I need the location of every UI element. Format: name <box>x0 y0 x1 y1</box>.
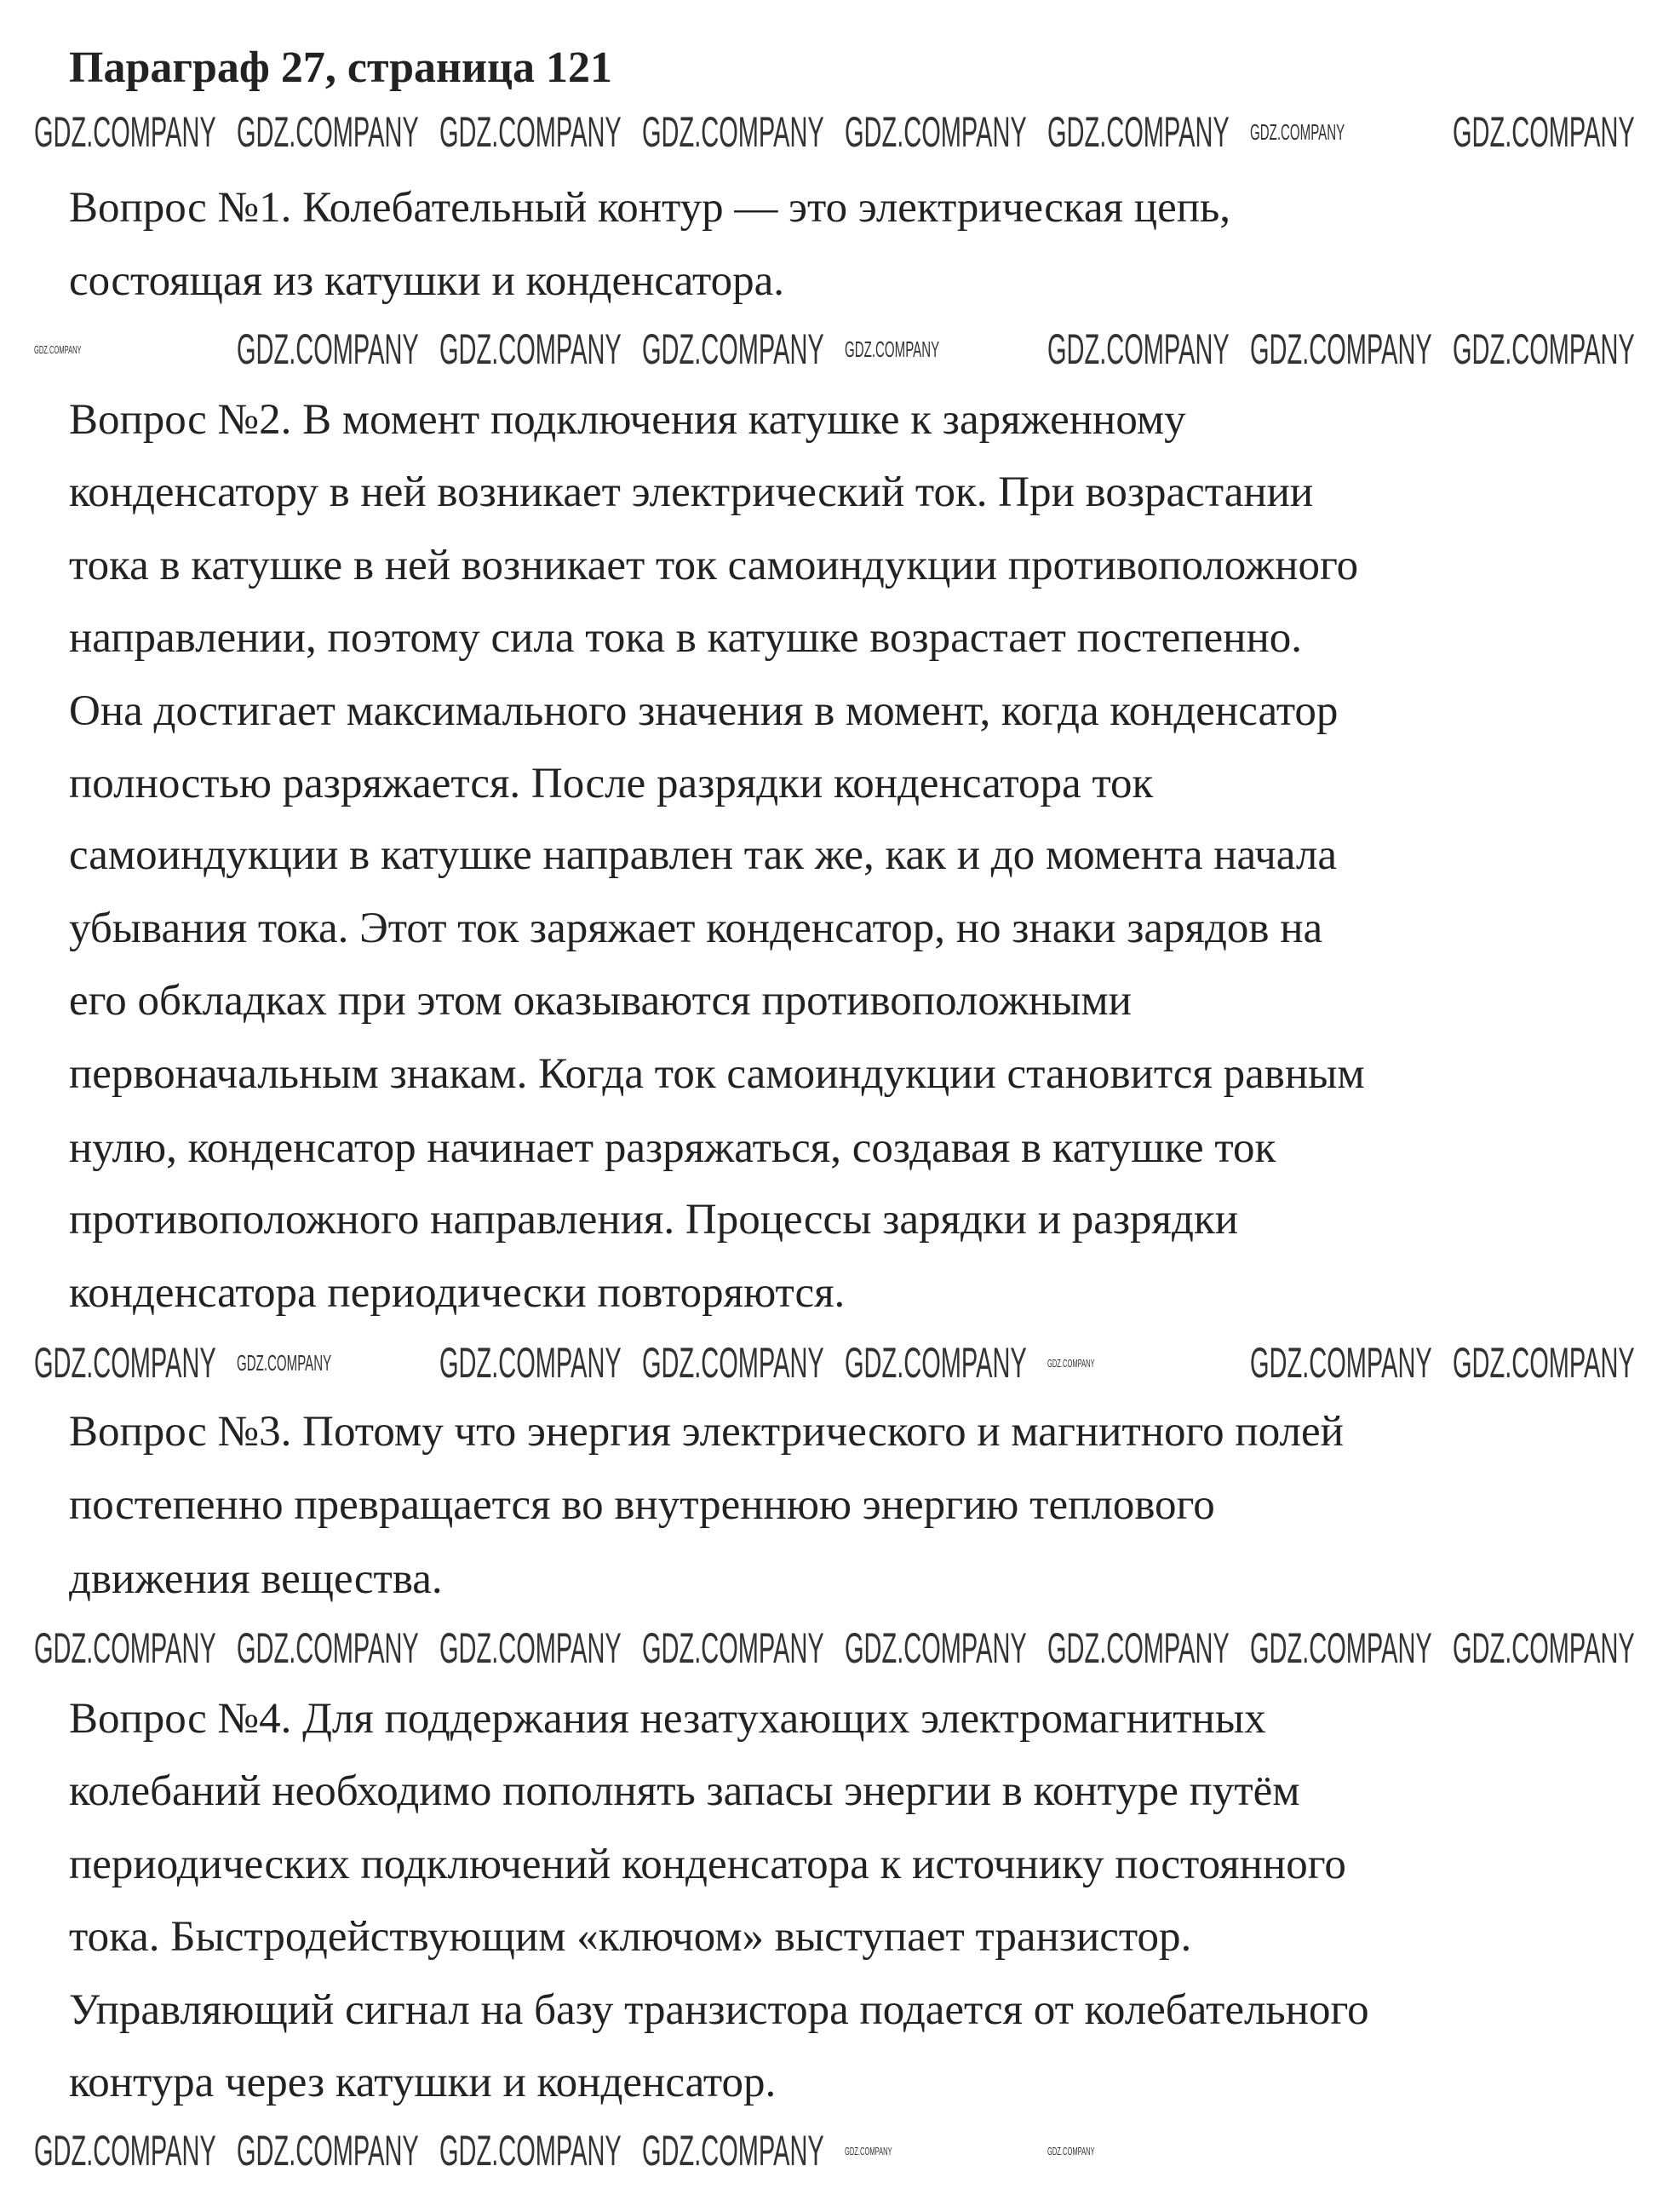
text-line: Вопрос №2. В момент подключения катушке к заряженному <box>69 396 1186 445</box>
text-line: конденсатору в ней возникает электрический ток. При возрастании <box>69 468 1314 516</box>
text-line: колебаний необходимо пополнять запасы энергии в контуре путём <box>69 1767 1300 1815</box>
text-line: Вопрос №1. Колебательный контур — это электрическая цепь, <box>69 184 1231 233</box>
watermark: GDZ.COMPANY <box>237 1624 419 1672</box>
text-line: тока в катушке в ней возникает ток самоиндукции противоположного <box>69 542 1359 590</box>
watermark: GDZ.COMPANY <box>642 325 824 373</box>
text-line: контура через катушки и конденсатор. <box>69 2058 777 2106</box>
watermark: GDZ.COMPANY <box>1453 1624 1635 1672</box>
watermark: GDZ.COMPANY <box>1453 108 1635 156</box>
watermark: GDZ.COMPANY <box>1250 1624 1432 1672</box>
watermark: GDZ.COMPANY <box>845 1624 1027 1672</box>
text-line: его обкладках при этом оказываются противоположными <box>69 977 1132 1026</box>
watermark: GDZ.COMPANY <box>237 1350 332 1376</box>
text-line: Вопрос №4. Для поддержания незатухающих электромагнитных <box>69 1695 1266 1744</box>
text-line: постепенно превращается во внутреннюю энергию теплового <box>69 1481 1215 1530</box>
watermark: GDZ.COMPANY <box>439 325 622 373</box>
text-line: периодических подключений конденсатора к источнику постоянного <box>69 1840 1346 1888</box>
watermark: GDZ.COMPANY <box>439 1624 622 1672</box>
watermark: GDZ.COMPANY <box>439 108 622 156</box>
watermark: GDZ.COMPANY <box>34 108 216 156</box>
watermark: GDZ.COMPANY <box>237 325 419 373</box>
watermark: GDZ.COMPANY <box>1453 325 1635 373</box>
watermark: GDZ.COMPANY <box>845 1339 1027 1387</box>
watermark: GDZ.COMPANY <box>34 1339 216 1387</box>
text-line: первоначальным знакам. Когда ток самоиндукции становится равным <box>69 1050 1365 1099</box>
watermark: GDZ.COMPANY <box>845 336 940 362</box>
text-line: нулю, конденсатор начинает разряжаться, создавая в катушке ток <box>69 1123 1276 1172</box>
text-line: Она достигает максимального значения в момент, когда конденсатор <box>69 687 1339 735</box>
watermark: GDZ.COMPANY <box>439 1339 622 1387</box>
watermark: GDZ.COMPANY <box>1047 2144 1095 2157</box>
text-line: противоположного направления. Процессы зарядки и разрядки <box>69 1196 1239 1244</box>
watermark: GDZ.COMPANY <box>1250 119 1345 145</box>
watermark: GDZ.COMPANY <box>1047 108 1230 156</box>
text-line: убывания тока. Этот ток заряжает конденсатор, но знаки зарядов на <box>69 905 1323 953</box>
watermark: GDZ.COMPANY <box>1250 325 1432 373</box>
watermark: GDZ.COMPANY <box>34 342 82 356</box>
text-line: движения вещества. <box>69 1554 443 1603</box>
page-title: Параграф 27, страница 121 <box>69 43 612 92</box>
text-line: конденсатора периодически повторяются. <box>69 1269 846 1318</box>
watermark: GDZ.COMPANY <box>237 2127 419 2175</box>
watermark: GDZ.COMPANY <box>642 108 824 156</box>
watermark: GDZ.COMPANY <box>34 1624 216 1672</box>
watermark: GDZ.COMPANY <box>34 2127 216 2175</box>
watermark: GDZ.COMPANY <box>439 2127 622 2175</box>
text-line: самоиндукции в катушке направлен так же, как и до момента начала <box>69 831 1337 880</box>
watermark: GDZ.COMPANY <box>1047 1356 1095 1370</box>
text-line: состоящая из катушки и конденсатора. <box>69 257 784 306</box>
watermark: GDZ.COMPANY <box>237 108 419 156</box>
watermark: GDZ.COMPANY <box>1453 1339 1635 1387</box>
watermark: GDZ.COMPANY <box>642 1339 824 1387</box>
watermark: GDZ.COMPANY <box>642 1624 824 1672</box>
text-line: Управляющий сигнал на базу транзистора подается от колебательного <box>69 1985 1369 2034</box>
watermark: GDZ.COMPANY <box>1250 1339 1432 1387</box>
watermark: GDZ.COMPANY <box>642 2127 824 2175</box>
watermark: GDZ.COMPANY <box>1047 1624 1230 1672</box>
text-line: направлении, поэтому сила тока в катушке возрастает постепенно. <box>69 613 1302 662</box>
watermark: GDZ.COMPANY <box>845 2144 892 2157</box>
text-line: полностью разряжается. После разрядки конденсатора ток <box>69 759 1154 807</box>
text-line: тока. Быстродействующим «ключом» выступает транзистор. <box>69 1912 1192 1961</box>
watermark: GDZ.COMPANY <box>845 108 1027 156</box>
watermark: GDZ.COMPANY <box>1047 325 1230 373</box>
text-line: Вопрос №3. Потому что энергия электрического и магнитного полей <box>69 1408 1344 1456</box>
